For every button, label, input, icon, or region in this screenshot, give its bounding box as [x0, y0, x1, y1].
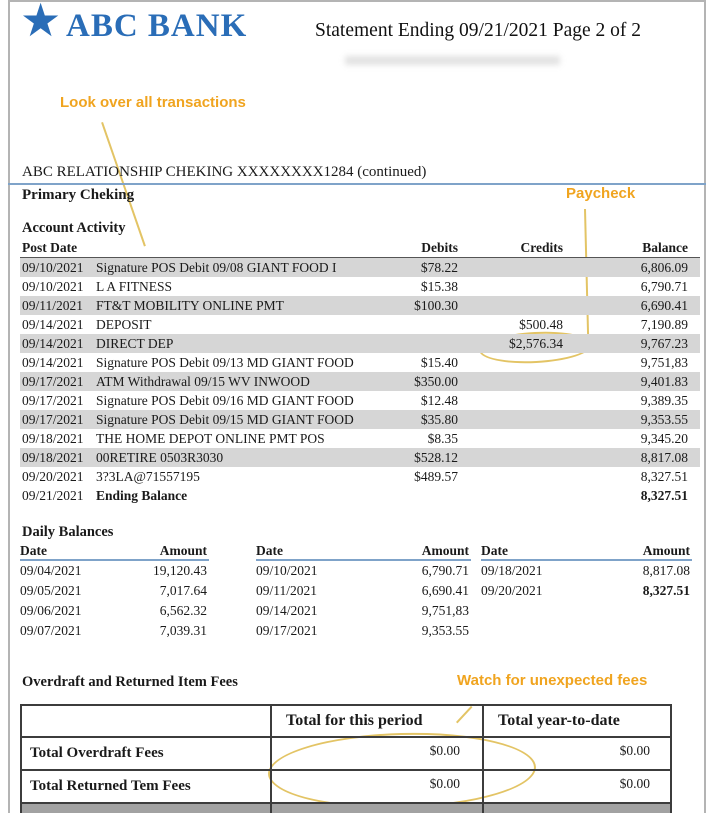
daily-balance-row: [256, 601, 471, 621]
column-header-total-ytd: Total year-to-date: [483, 705, 671, 737]
fee-period-amount: $0.00: [271, 770, 483, 803]
daily-balance-amount: 7,017.64: [159, 583, 207, 598]
transaction-balance: 9,389.35: [640, 393, 689, 408]
daily-balance-row: [20, 581, 209, 601]
transaction-description: DEPOSIT: [96, 317, 152, 332]
fee-row: [21, 737, 671, 770]
column-header-date: Date: [256, 542, 364, 560]
transaction-debit: [368, 315, 458, 334]
transaction-balance: 8,817.08: [640, 450, 689, 465]
transaction-description: Ending Balance: [96, 488, 188, 503]
transaction-row: [20, 315, 700, 334]
transaction-description: FT&T MOBILITY ONLINE PMT: [96, 298, 284, 313]
daily-balance-date: 09/04/2021: [20, 563, 82, 578]
daily-balance-date: 09/07/2021: [20, 623, 82, 638]
transaction-description: Signature POS Debit 09/13 MD GIANT FOOD: [96, 355, 354, 370]
daily-balance-date: 09/20/2021: [481, 583, 543, 598]
transaction-description: L A FITNESS: [96, 279, 173, 294]
daily-balances-header-row: [481, 542, 692, 560]
transaction-debit: $78.22: [420, 260, 459, 275]
transaction-date: 09/11/2021: [22, 298, 84, 313]
column-header-credits: Credits: [458, 238, 563, 258]
column-header-amount: Amount: [364, 542, 472, 560]
daily-balance-row: [256, 560, 471, 581]
transaction-date: 09/17/2021: [22, 393, 84, 408]
transaction-balance: 7,190.89: [640, 317, 689, 332]
account-title-rule: [8, 183, 706, 185]
daily-balance-row: [481, 560, 692, 581]
daily-balance-amount: 8,817.08: [642, 563, 690, 578]
daily-balance-date: 09/14/2021: [256, 603, 318, 618]
transaction-credit: [458, 429, 563, 448]
daily-balances-title: Daily Balances: [22, 524, 114, 540]
daily-balances-group: [20, 542, 209, 641]
transaction-credit: [458, 486, 563, 505]
account-activity-title: Account Activity: [22, 220, 126, 236]
account-activity-table: [20, 238, 700, 505]
fees-empty-header: [21, 705, 271, 737]
transaction-row: [20, 410, 700, 429]
transaction-date: 09/14/2021: [22, 336, 84, 351]
daily-balance-amount: 7,039.31: [159, 623, 207, 638]
daily-balance-date: 09/17/2021: [256, 623, 318, 638]
transaction-credit: [458, 353, 563, 372]
daily-balance-row: [481, 581, 692, 601]
transaction-row: [20, 486, 700, 505]
daily-balances-header-row: [256, 542, 471, 560]
transaction-debit: [368, 334, 458, 353]
daily-balance-amount: 9,353.55: [421, 623, 469, 638]
transaction-credit: [458, 296, 563, 315]
transaction-debit: $100.30: [414, 298, 459, 313]
fees-section-title: Overdraft and Returned Item Fees: [22, 674, 238, 690]
fee-filler-cell: [271, 803, 483, 813]
fee-filler-cell: [21, 803, 271, 813]
column-header-amount: Amount: [587, 542, 693, 560]
fees-table: [20, 704, 672, 813]
transaction-description: Signature POS Debit 09/08 GIANT FOOD I: [96, 260, 337, 275]
transaction-date: 09/14/2021: [22, 317, 84, 332]
fee-label: Total Returned Tem Fees: [21, 770, 271, 803]
daily-balance-row: [256, 621, 471, 641]
transaction-date: 09/14/2021: [22, 355, 84, 370]
daily-balance-row: [20, 560, 209, 581]
bank-star-logo-icon: ★: [20, 0, 62, 46]
transaction-date: 09/18/2021: [22, 431, 84, 446]
statement-ending-info: Statement Ending 09/21/2021 Page 2 of 2: [315, 20, 642, 41]
transaction-debit: $12.48: [420, 393, 459, 408]
daily-balance-amount: 6,790.71: [421, 563, 469, 578]
transaction-row: [20, 372, 700, 391]
transaction-balance: 6,806.09: [640, 260, 689, 275]
account-subtitle: Primary Cheking: [22, 187, 135, 203]
transaction-description: DIRECT DEP: [96, 336, 174, 351]
transaction-credit: [458, 448, 563, 467]
daily-balances-header-row: [20, 542, 209, 560]
transaction-description: ATM Withdrawal 09/15 WV INWOOD: [96, 374, 310, 389]
annotation-watch-fees: Watch for unexpected fees: [457, 672, 648, 689]
transaction-row: [20, 258, 700, 278]
daily-balance-row: [20, 601, 209, 621]
daily-balance-date: 09/11/2021: [256, 583, 318, 598]
fee-table-filler-row: [21, 803, 671, 813]
transaction-debit: [368, 486, 458, 505]
annotation-paycheck: Paycheck: [566, 185, 636, 202]
transaction-description: 00RETIRE 0503R3030: [96, 450, 224, 465]
fee-filler-cell: [483, 803, 671, 813]
transaction-debit: $35.80: [420, 412, 459, 427]
transaction-row: [20, 391, 700, 410]
transaction-balance: 9,401.83: [640, 374, 689, 389]
transaction-row: [20, 429, 700, 448]
transaction-description: THE HOME DEPOT ONLINE PMT POS: [96, 431, 325, 446]
transaction-description: Signature POS Debit 09/15 MD GIANT FOOD: [96, 412, 354, 427]
transaction-description: 3?3LA@71557195: [96, 469, 200, 484]
daily-balance-amount: 6,562.32: [159, 603, 207, 618]
transaction-date: 09/17/2021: [22, 412, 84, 427]
transaction-debit: $350.00: [414, 374, 459, 389]
fee-period-amount: $0.00: [271, 737, 483, 770]
transaction-balance: 8,327.51: [640, 488, 689, 503]
transaction-balance: 8,327.51: [640, 469, 689, 484]
transaction-debit: $8.35: [427, 431, 459, 446]
transaction-balance: 9,353.55: [640, 412, 689, 427]
daily-balance-date: 09/18/2021: [481, 563, 543, 578]
transaction-row: [20, 334, 700, 353]
column-header-debits: Debits: [368, 238, 458, 258]
daily-balances-group: [256, 542, 471, 641]
fee-ytd-amount: $0.00: [483, 770, 671, 803]
bank-name: ABC BANK: [66, 8, 248, 44]
transaction-date: 09/10/2021: [22, 279, 84, 294]
transaction-date: 09/21/2021: [22, 488, 84, 503]
column-header-total-period: Total for this period: [271, 705, 483, 737]
fee-row: [21, 770, 671, 803]
transaction-row: [20, 448, 700, 467]
transaction-balance: 9,751,83: [640, 355, 689, 370]
account-title: ABC RELATIONSHIP CHEKING XXXXXXXX1284 (continued): [22, 164, 427, 180]
transaction-balance: 9,345.20: [640, 431, 689, 446]
transaction-credit: $2,576.34: [509, 336, 564, 351]
daily-balance-date: 09/06/2021: [20, 603, 82, 618]
transaction-date: 09/10/2021: [22, 260, 84, 275]
transaction-debit: $528.12: [414, 450, 459, 465]
transaction-description: Signature POS Debit 09/16 MD GIANT FOOD: [96, 393, 354, 408]
daily-balance-amount: 6,690.41: [421, 583, 469, 598]
fees-header-row: [21, 705, 671, 737]
transaction-credit: [458, 277, 563, 296]
column-header-post-date: Post Date: [20, 238, 368, 258]
transaction-credit: [458, 372, 563, 391]
transaction-credit: [458, 467, 563, 486]
transaction-debit: $15.40: [420, 355, 459, 370]
transaction-row: [20, 467, 700, 486]
daily-balance-date: 09/10/2021: [256, 563, 318, 578]
fee-label: Total Overdraft Fees: [21, 737, 271, 770]
transaction-date: 09/18/2021: [22, 450, 84, 465]
daily-balances-group: [481, 542, 692, 601]
transaction-debit: $489.57: [414, 469, 459, 484]
scan-artifact: [345, 56, 560, 65]
daily-balance-row: [20, 621, 209, 641]
transaction-row: [20, 296, 700, 315]
activity-header-row: [20, 238, 700, 258]
transaction-balance: 6,790.71: [640, 279, 689, 294]
fee-ytd-amount: $0.00: [483, 737, 671, 770]
daily-balance-amount: 8,327.51: [642, 583, 690, 598]
transaction-balance: 6,690.41: [640, 298, 689, 313]
daily-balance-row: [256, 581, 471, 601]
transaction-credit: [458, 258, 563, 278]
column-header-balance: Balance: [563, 238, 700, 258]
daily-balance-amount: 9,751,83: [421, 603, 469, 618]
transaction-date: 09/20/2021: [22, 469, 84, 484]
transaction-row: [20, 353, 700, 372]
column-header-date: Date: [481, 542, 587, 560]
transaction-row: [20, 277, 700, 296]
annotation-look-over-transactions: Look over all transactions: [60, 94, 246, 111]
transaction-date: 09/17/2021: [22, 374, 84, 389]
transaction-balance: 9,767.23: [640, 336, 689, 351]
transaction-credit: $500.48: [519, 317, 564, 332]
column-header-amount: Amount: [115, 542, 210, 560]
daily-balance-date: 09/05/2021: [20, 583, 82, 598]
transaction-credit: [458, 410, 563, 429]
daily-balance-amount: 19,120.43: [153, 563, 207, 578]
transaction-debit: $15.38: [420, 279, 459, 294]
column-header-date: Date: [20, 542, 115, 560]
transaction-credit: [458, 391, 563, 410]
